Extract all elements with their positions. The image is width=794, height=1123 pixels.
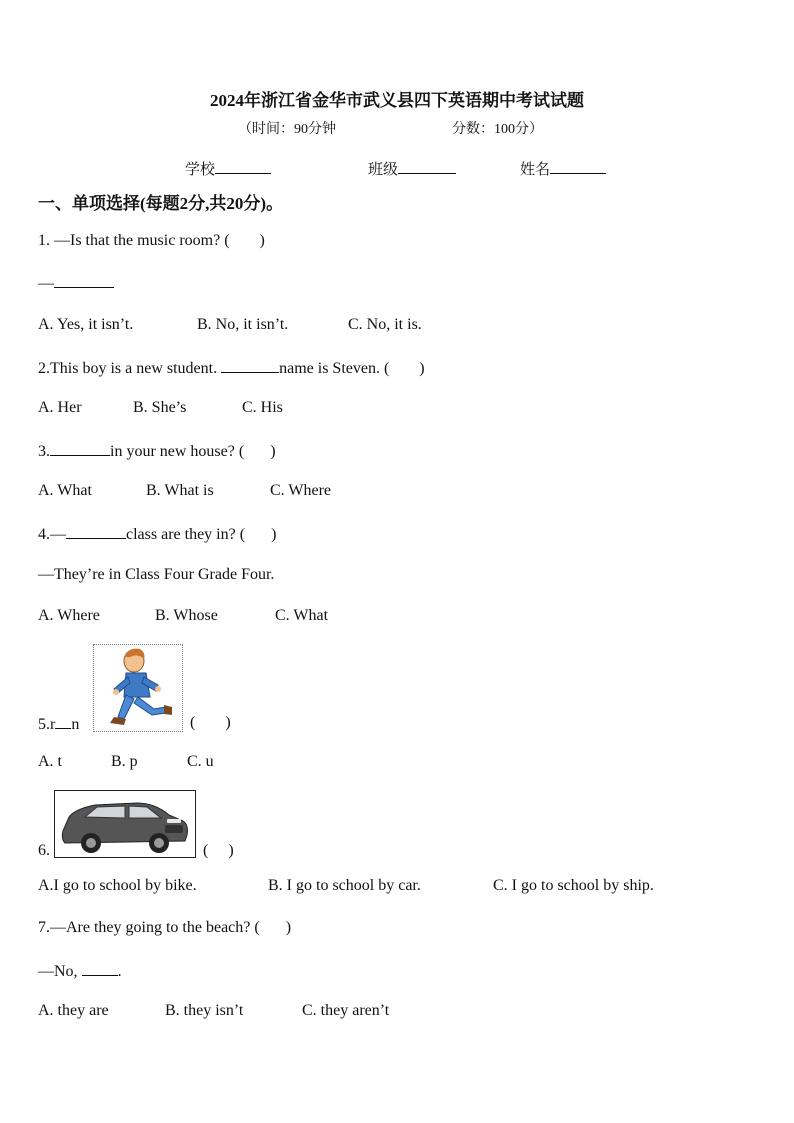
q2-option-b[interactable]: B. She’s (133, 399, 187, 416)
q4-option-b[interactable]: B. Whose (155, 607, 218, 624)
school-field[interactable] (185, 158, 271, 179)
question-7-stem: 7.—Are they going to the beach? ( ) (38, 919, 292, 936)
question-4-answer: —They’re in Class Four Grade Four. (38, 566, 275, 583)
q1-option-b[interactable]: B. No, it isn’t. (197, 316, 289, 333)
answer-blank[interactable] (221, 358, 279, 373)
name-label: 姓名 (520, 162, 551, 178)
q1-option-a[interactable]: A. Yes, it isn’t. (38, 316, 134, 333)
question-5-paren: ( ) (190, 714, 231, 731)
q3-option-c[interactable]: C. Where (270, 482, 332, 499)
class-field[interactable] (368, 158, 456, 179)
exam-score: 分数：100分） (452, 122, 543, 137)
page-title: 2024年浙江省金华市武义县四下英语期中考试试题 (210, 91, 584, 110)
section-heading: 一、单项选择(每题2分,共20分)。 (38, 194, 284, 213)
running-boy-icon (94, 645, 182, 731)
q5-option-b[interactable]: B. p (111, 753, 138, 770)
school-blank[interactable] (215, 159, 271, 174)
question-3-stem: 3. in your new house? ( ) (38, 443, 276, 460)
class-label: 班级 (368, 162, 399, 178)
question-6-paren: ( ) (203, 842, 234, 859)
question-2-stem: 2.This boy is a new student. name is Steven. ( ) (38, 360, 425, 377)
q7-option-c[interactable]: C. they aren’t (302, 1002, 390, 1019)
q5-option-a[interactable]: A. t (38, 753, 62, 770)
q4-option-c[interactable]: C. What (275, 607, 329, 624)
question-1-answer-line[interactable]: — (38, 273, 114, 293)
running-boy-image (93, 644, 183, 732)
question-5-stem: 5.r n (38, 716, 80, 733)
exam-time: （时间：90分钟 (238, 122, 336, 137)
q6-option-a[interactable]: A.I go to school by bike. (38, 877, 197, 894)
question-7-answer: —No, . (38, 963, 122, 980)
car-image (54, 790, 196, 858)
answer-blank[interactable] (66, 524, 126, 539)
school-label: 学校 (185, 162, 216, 178)
question-6-stem: 6. (38, 842, 50, 859)
q2-option-a[interactable]: A. Her (38, 399, 82, 416)
answer-blank[interactable] (55, 714, 71, 729)
answer-blank[interactable] (54, 273, 114, 288)
name-field[interactable] (520, 158, 606, 179)
q5-option-c[interactable]: C. u (187, 753, 214, 770)
q6-option-c[interactable]: C. I go to school by ship. (493, 877, 654, 894)
question-4-stem: 4.— class are they in? ( ) (38, 526, 277, 543)
car-icon (55, 791, 195, 857)
q4-option-a[interactable]: A. Where (38, 607, 100, 624)
q3-option-a[interactable]: A. What (38, 482, 92, 499)
answer-blank[interactable] (50, 441, 110, 456)
q7-option-b[interactable]: B. they isn’t (165, 1002, 244, 1019)
answer-blank[interactable] (82, 961, 118, 976)
class-blank[interactable] (398, 159, 456, 174)
q2-option-c[interactable]: C. His (242, 399, 283, 416)
q3-option-b[interactable]: B. What is (146, 482, 214, 499)
q6-option-b[interactable]: B. I go to school by car. (268, 877, 421, 894)
q7-option-a[interactable]: A. they are (38, 1002, 109, 1019)
question-1-stem: 1. —Is that the music room? ( ) (38, 232, 265, 249)
q1-option-c[interactable]: C. No, it is. (348, 316, 422, 333)
name-blank[interactable] (550, 159, 606, 174)
